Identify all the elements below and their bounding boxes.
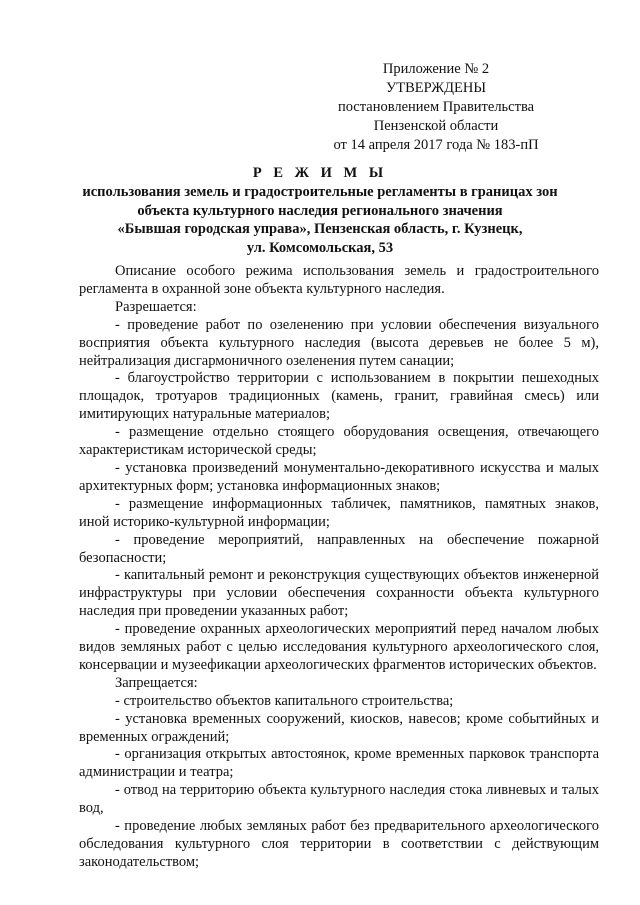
permitted-item: - капитальный ремонт и реконструкция существующих объектов инженерной инфраструктуры при условии обеспечения сохранности объекта культурного наследия при проведении указанных работ;: [79, 567, 599, 620]
permitted-item: - размещение отдельно стоящего оборудования освещения, отвечающего характеристикам исторической среды;: [79, 424, 599, 459]
title-line: ул. Комсомольская, 53: [246, 239, 394, 256]
title-line: «Бывшая городская управа», Пензенская область, г. Кузнецк,: [117, 221, 523, 238]
title-line: использования земель и градостроительные регламенты в границах зон: [82, 184, 558, 201]
permitted-item: - проведение работ по озеленению при условии обеспечения визуального восприятия объекта культурного наследия (высота деревьев не более 5 м), нейтрализация дисгармоничного озеленения путем санации;: [79, 316, 599, 369]
prohibited-item: - строительство объектов капитального строительства;: [115, 692, 454, 709]
intro-paragraph: Описание особого режима использования земель и градостроительного регламента в охранной зоне объекта культурного наследия.: [79, 263, 599, 297]
prohibited-item: - проведение любых земляных работ без предварительного археологического обследования культурного слоя территории в соответствии с действующим законодательством;: [79, 818, 599, 870]
approved-label: УТВЕРЖДЕНЫ: [385, 80, 487, 96]
title-word: Р Е Ж И М Ы: [252, 165, 388, 181]
approval-header: [300, 60, 572, 155]
permitted-item: - размещение информационных табличек, памятников, памятных знаков, иной историко-культурной информации;: [79, 495, 599, 530]
permitted-item: - установка произведений монументально-декоративного искусства и малых архитектурных форм; установка информационных знаков;: [79, 459, 599, 494]
title-line: объекта культурного наследия регионального значения: [137, 202, 503, 219]
prohibited-heading: Запрещается:: [115, 674, 198, 691]
permitted-heading: Разрешается:: [115, 298, 197, 315]
approving-body-line: постановлением Правительства: [337, 99, 535, 115]
permitted-item: - проведение мероприятий, направленных на обеспечение пожарной безопасности;: [79, 531, 599, 566]
prohibited-item: - отвод на территорию объекта культурного наследия стока ливневых и талых вод,: [79, 782, 599, 817]
prohibited-item: - организация открытых автостоянок, кроме временных парковок транспорта администрации и театра;: [79, 746, 599, 781]
permitted-item: - проведение охранных археологических мероприятий перед началом любых видов земляных работ с целью исследования культурного археологического слоя, консервации и музеефикации археологических фрагментов исторических объектов.: [79, 621, 599, 673]
permitted-item: - благоустройство территории с использованием в покрытии пешеходных площадок, тротуаров традиционных (камень, гранит, гравийная смесь) или имитирующих натуральные материалов;: [79, 370, 599, 423]
document-body: [79, 263, 599, 872]
prohibited-item: - установка временных сооружений, киосков, навесов; кроме событийных и временных ограждений;: [79, 710, 599, 745]
resolution-date-number: от 14 апреля 2017 года № 183-пП: [333, 137, 539, 153]
appendix-number: Приложение № 2: [382, 61, 490, 77]
approving-region-line: Пензенской области: [373, 118, 499, 134]
document-title: [70, 164, 570, 257]
